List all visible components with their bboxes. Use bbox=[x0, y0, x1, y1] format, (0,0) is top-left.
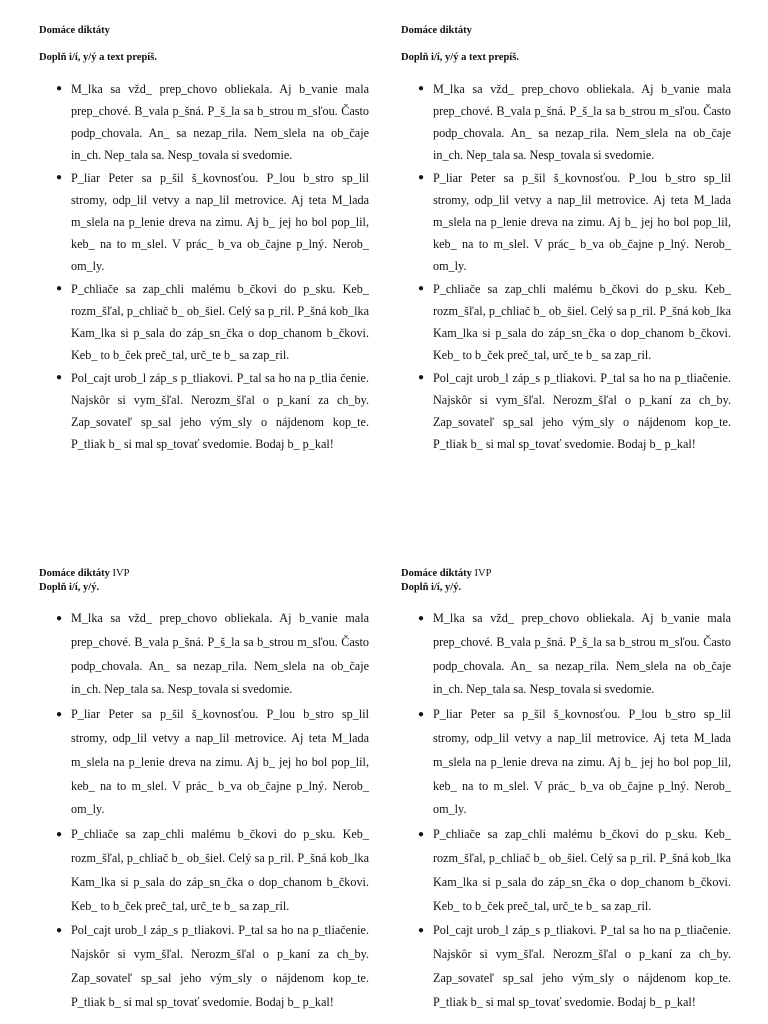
bullet-icon: ● bbox=[56, 613, 63, 624]
bullet-icon: ● bbox=[418, 83, 425, 94]
bullet-icon: ● bbox=[418, 372, 425, 383]
exercise-list bbox=[39, 607, 369, 1015]
exercise-item: ● P_chliače sa zap_chli malému b_čkovi do p_sku. Keb_ rozm_šľal, p_chliač b_ ob_šiel. Celý sa p_ril. P_šná kob_lka Kam_lka si p_sala do záp_sn_čka o dop_chanom b_čkovi. Keb_ to b_ček preč_tal, urč_te b_ sa zap_ril. bbox=[39, 823, 369, 918]
bullet-icon: ● bbox=[56, 283, 63, 294]
exercise-list bbox=[401, 607, 731, 1015]
exercise-item: ● P_chliače sa zap_chli malému b_čkovi do p_sku. Keb_ rozm_šľal, p_chliač b_ ob_šiel. Celý sa p_ril. P_šná kob_lka Kam_lka si p_sala do záp_sn_čka o dop_chanom b_čkovi. Keb_ to b_ček preč_tal, urč_te b_ sa zap_ril. bbox=[401, 823, 731, 918]
exercise-item: ● M_lka sa vžd_ prep_chovo obliekala. Aj b_vanie mala prep_chové. B_vala p_šná. P_š_la sa b_strou m_sľou. Často podp_chovala. An_ sa nezap_rila. Nem_slela na ob_čaje in_ch. Nep_tala sa. Nesp_tovala si svedomie. bbox=[39, 607, 369, 702]
exercise-item: ● M_lka sa vžd_ prep_chovo obliekala. Aj b_vanie mala prep_chové. B_vala p_šná. P_š_la sa b_strou m_sľou. Často podp_chovala. An_ sa nezap_rila. Nem_slela na ob_čaje in_ch. Nep_tala sa. Nesp_tovala si svedomie. bbox=[401, 607, 731, 702]
exercise-item: ● M_lka sa vžd_ prep_chovo obliekala. Aj b_vanie mala prep_chové. B_vala p_šná. P_š_la sa b_strou m_sľou. Často podp_chovala. An_ sa nezap_rila. Nem_slela na ob_čaje in_ch. Nep_tala sa. Nesp_tovala si svedomie. bbox=[39, 78, 369, 166]
exercise-list bbox=[39, 78, 369, 455]
exercise-item: ● P_liar Peter sa p_šil š_kovnosťou. P_lou b_stro sp_lil stromy, odp_lil vetvy a nap_lil metrovice. Aj teta M_lada m_slela na p_lenie dreva na zimu. Aj b_ jej ho bol pop_lil, keb_ na to m_slel. V prác_ b_va ob_čajne p_lný. Nerob_ om_ly. bbox=[401, 703, 731, 822]
exercise-list bbox=[401, 78, 731, 455]
bullet-icon: ● bbox=[418, 829, 425, 841]
bullet-icon: ● bbox=[56, 83, 63, 94]
bullet-icon: ● bbox=[56, 172, 63, 183]
bullet-icon: ● bbox=[418, 172, 425, 183]
worksheet-instruction: Doplň i/í, y/ý a text prepíš. bbox=[401, 52, 519, 63]
bullet-icon: ● bbox=[418, 925, 425, 937]
exercise-item: ● P_liar Peter sa p_šil š_kovnosťou. P_lou b_stro sp_lil stromy, odp_lil vetvy a nap_lil metrovice. Aj teta M_lada m_slela na p_lenie dreva na zimu. Aj b_ jej ho bol pop_lil, keb_ na to m_slel. V prác_ b_va ob_čajne p_lný. Nerob_ om_ly. bbox=[401, 167, 731, 277]
worksheet-title: Domáce diktáty bbox=[401, 25, 472, 36]
worksheet-top-right bbox=[401, 24, 731, 456]
exercise-item: ● Pol_cajt urob_l záp_s p_tliakovi. P_tal sa ho na p_tliačenie. Najskôr si vym_šľal. Nerozm_šľal o p_kaní za ch_by. Zap_sovateľ sp_sal jeho vým_sly o nájdenom kop_te. P_tliak b_ si mal sp_tovať svedomie. Bodaj b_ p_kal! bbox=[39, 919, 369, 1014]
exercise-item: ● P_liar Peter sa p_šil š_kovnosťou. P_lou b_stro sp_lil stromy, odp_lil vetvy a nap_lil metrovice. Aj teta M_lada m_slela na p_lenie dreva na zimu. Aj b_ jej ho bol pop_lil, keb_ na to m_slel. V prác_ b_va ob_čajne p_lný. Nerob_ om_ly. bbox=[39, 167, 369, 277]
worksheet-title: Domáce diktáty IVP bbox=[39, 568, 130, 579]
bullet-icon: ● bbox=[56, 829, 63, 841]
exercise-item: ● P_chliače sa zap_chli malému b_čkovi do p_sku. Keb_ rozm_šľal, p_chliač b_ ob_šiel. Celý sa p_ril. P_šná kob_lka Kam_lka si p_sala do záp_sn_čka o dop_chanom b_čkovi. Keb_ to b_ček preč_tal, urč_te b_ sa zap_ril. bbox=[39, 278, 369, 366]
worksheet-instruction: Doplň i/í, y/ý. bbox=[39, 582, 100, 593]
bullet-icon: ● bbox=[418, 283, 425, 294]
worksheet-instruction: Doplň i/í, y/ý. bbox=[401, 582, 462, 593]
bullet-icon: ● bbox=[418, 709, 425, 721]
exercise-item: ● Pol_cajt urob_l záp_s p_tliakovi. P_tal sa ho na p_tliačenie. Najskôr si vym_šľal. Nerozm_šľal o p_kaní za ch_by. Zap_sovateľ sp_sal jeho vým_sly o nájdenom kop_te. P_tliak b_ si mal sp_tovať svedomie. Bodaj b_ p_kal! bbox=[401, 919, 731, 1014]
worksheet-bottom-left bbox=[39, 567, 369, 1016]
exercise-item: ● Pol_cajt urob_l záp_s p_tliakovi. P_tal sa ho na p_tlia čenie. Najskôr si vym_šľal. Nerozm_šľal o p_kaní za ch_by. Zap_sovateľ sp_sal jeho vým_sly o nájdenom kop_te. P_tliak b_ si mal sp_tovať svedomie. Bodaj b_ p_kal! bbox=[39, 367, 369, 455]
bullet-icon: ● bbox=[56, 709, 63, 721]
bullet-icon: ● bbox=[56, 372, 63, 383]
exercise-item: ● P_liar Peter sa p_šil š_kovnosťou. P_lou b_stro sp_lil stromy, odp_lil vetvy a nap_lil metrovice. Aj teta M_lada m_slela na p_lenie dreva na zimu. Aj b_ jej ho bol pop_lil, keb_ na to m_slel. V prác_ b_va ob_čajne p_lný. Nerob_ om_ly. bbox=[39, 703, 369, 822]
exercise-item: ● P_chliače sa zap_chli malému b_čkovi do p_sku. Keb_ rozm_šľal, p_chliač b_ ob_šiel. Celý sa p_ril. P_šná kob_lka Kam_lka si p_sala do záp_sn_čka o dop_chanom b_čkovi. Keb_ to b_ček preč_tal, urč_te b_ sa zap_ril. bbox=[401, 278, 731, 366]
worksheet-title: Domáce diktáty IVP bbox=[401, 568, 492, 579]
exercise-item: ● M_lka sa vžd_ prep_chovo obliekala. Aj b_vanie mala prep_chové. B_vala p_šná. P_š_la sa b_strou m_sľou. Často podp_chovala. An_ sa nezap_rila. Nem_slela na ob_čaje in_ch. Nep_tala sa. Nesp_tovala si svedomie. bbox=[401, 78, 731, 166]
bullet-icon: ● bbox=[56, 925, 63, 937]
worksheet-title: Domáce diktáty bbox=[39, 25, 110, 36]
exercise-item: ● Pol_cajt urob_l záp_s p_tliakovi. P_tal sa ho na p_tliačenie. Najskôr si vym_šľal. Nerozm_šľal o p_kaní za ch_by. Zap_sovateľ sp_sal jeho vým_sly o nájdenom kop_te. P_tliak b_ si mal sp_tovať svedomie. Bodaj b_ p_kal! bbox=[401, 367, 731, 455]
bullet-icon: ● bbox=[418, 613, 425, 624]
worksheet-top-left bbox=[39, 24, 369, 456]
worksheet-bottom-right bbox=[401, 567, 731, 1016]
worksheet-instruction: Doplň i/í, y/ý a text prepíš. bbox=[39, 52, 157, 63]
